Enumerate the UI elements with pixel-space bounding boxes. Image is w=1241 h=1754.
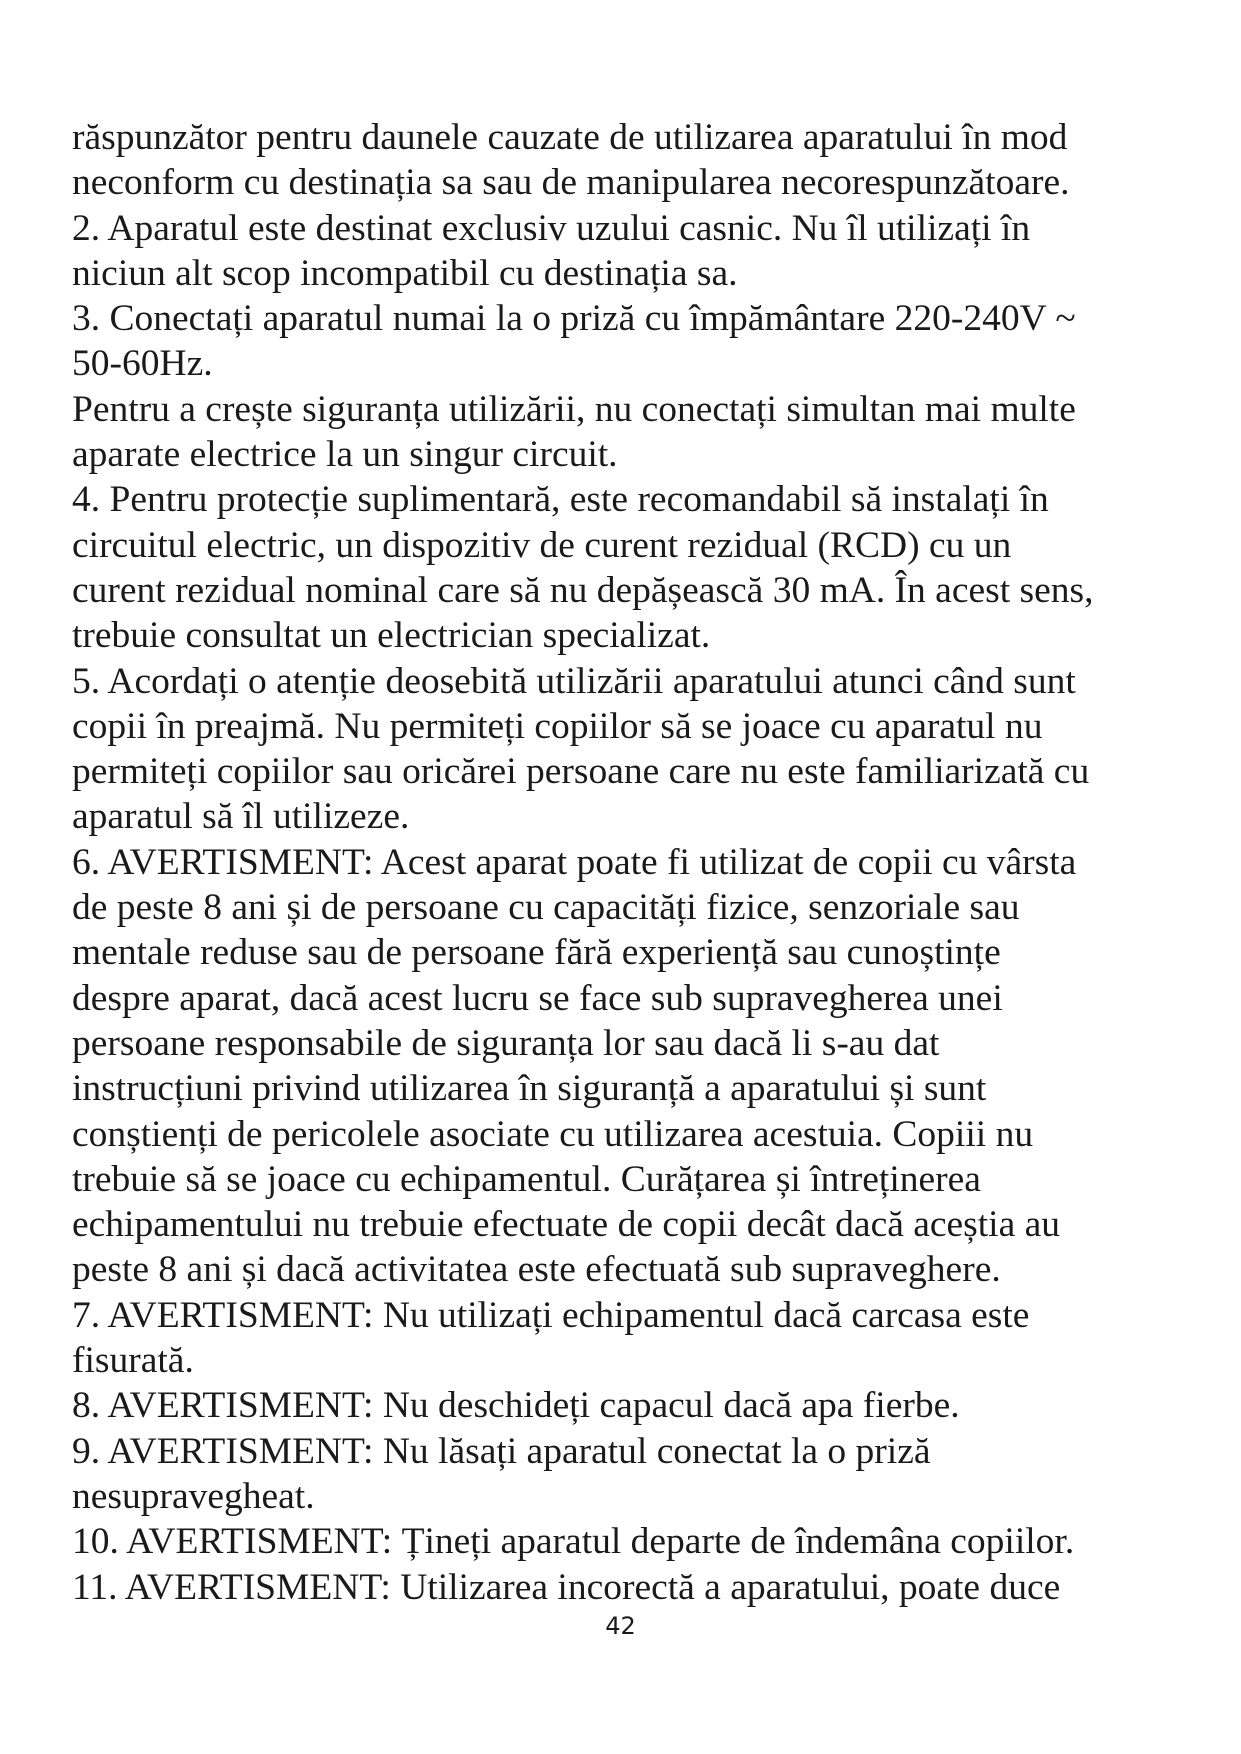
body-text: [72, 115, 1182, 1610]
text-line: copii în preajmă. Nu permiteți copiilor să se joace cu aparatul nu: [72, 705, 1043, 747]
text-line: neconform cu destinația sa sau de manipularea necorespunzătoare.: [72, 162, 1070, 204]
text-line: 5. Acordați o atenție deosebită utilizării aparatului atunci când sunt: [72, 660, 1076, 702]
text-line: 3. Conectați aparatul numai la o priză cu împământare 220-240V ~: [72, 298, 1076, 340]
text-line: permiteți copiilor sau oricărei persoane care nu este familiarizată cu: [72, 751, 1090, 793]
text-line: despre aparat, dacă acest lucru se face sub supravegherea unei: [72, 977, 1003, 1019]
text-line: 4. Pentru protecție suplimentară, este recomandabil să instalați în: [72, 479, 1049, 521]
text-line: 6. AVERTISMENT: Acest aparat poate fi utilizat de copii cu vârsta: [72, 841, 1077, 883]
text-line: 50-60Hz.: [72, 343, 213, 385]
page-number: 42: [605, 1612, 636, 1640]
text-line: conștienți de pericolele asociate cu utilizarea acestuia. Copiii nu: [72, 1113, 1034, 1155]
text-line: aparate electrice la un singur circuit.: [72, 434, 618, 476]
text-line: nesupravegheat.: [72, 1475, 315, 1517]
text-line: curent rezidual nominal care să nu depășească 30 mA. În acest sens,: [72, 569, 1094, 611]
text-line: mentale reduse sau de persoane fără experiență sau cunoștințe: [72, 932, 1001, 974]
text-line: circuitul electric, un dispozitiv de curent rezidual (RCD) cu un: [72, 524, 1012, 566]
text-line: echipamentului nu trebuie efectuate de copii decât dacă aceștia au: [72, 1204, 1061, 1246]
text-line: peste 8 ani și dacă activitatea este efectuată sub supraveghere.: [72, 1249, 1001, 1291]
text-line: 8. AVERTISMENT: Nu deschideți capacul dacă apa fierbe.: [72, 1385, 960, 1427]
text-line: 10. AVERTISMENT: Țineți aparatul departe de îndemâna copiilor.: [72, 1521, 1075, 1563]
text-line: trebuie consultat un electrician specializat.: [72, 615, 711, 657]
text-line: 2. Aparatul este destinat exclusiv uzului casnic. Nu îl utilizați în: [72, 207, 1031, 249]
text-line: 7. AVERTISMENT: Nu utilizați echipamentul dacă carcasa este: [72, 1294, 1030, 1336]
text-line: trebuie să se joace cu echipamentul. Curățarea și întreținerea: [72, 1158, 981, 1200]
text-line: Pentru a crește siguranța utilizării, nu conectați simultan mai multe: [72, 388, 1076, 430]
text-line: 11. AVERTISMENT: Utilizarea incorectă a aparatului, poate duce: [72, 1566, 1061, 1608]
text-line: de peste 8 ani și de persoane cu capacități fizice, senzoriale sau: [72, 887, 1020, 929]
text-line: instrucțiuni privind utilizarea în siguranță a aparatului și sunt: [72, 1068, 987, 1110]
text-line: 9. AVERTISMENT: Nu lăsați aparatul conectat la o priză: [72, 1430, 931, 1472]
text-line: răspunzător pentru daunele cauzate de utilizarea aparatului în mod: [72, 117, 1068, 158]
text-line: niciun alt scop incompatibil cu destinația sa.: [72, 252, 738, 294]
text-line: fisurată.: [72, 1340, 194, 1382]
text-line: persoane responsabile de siguranța lor sau dacă li s-au dat: [72, 1022, 940, 1064]
text-line: aparatul să îl utilizeze.: [72, 796, 410, 838]
